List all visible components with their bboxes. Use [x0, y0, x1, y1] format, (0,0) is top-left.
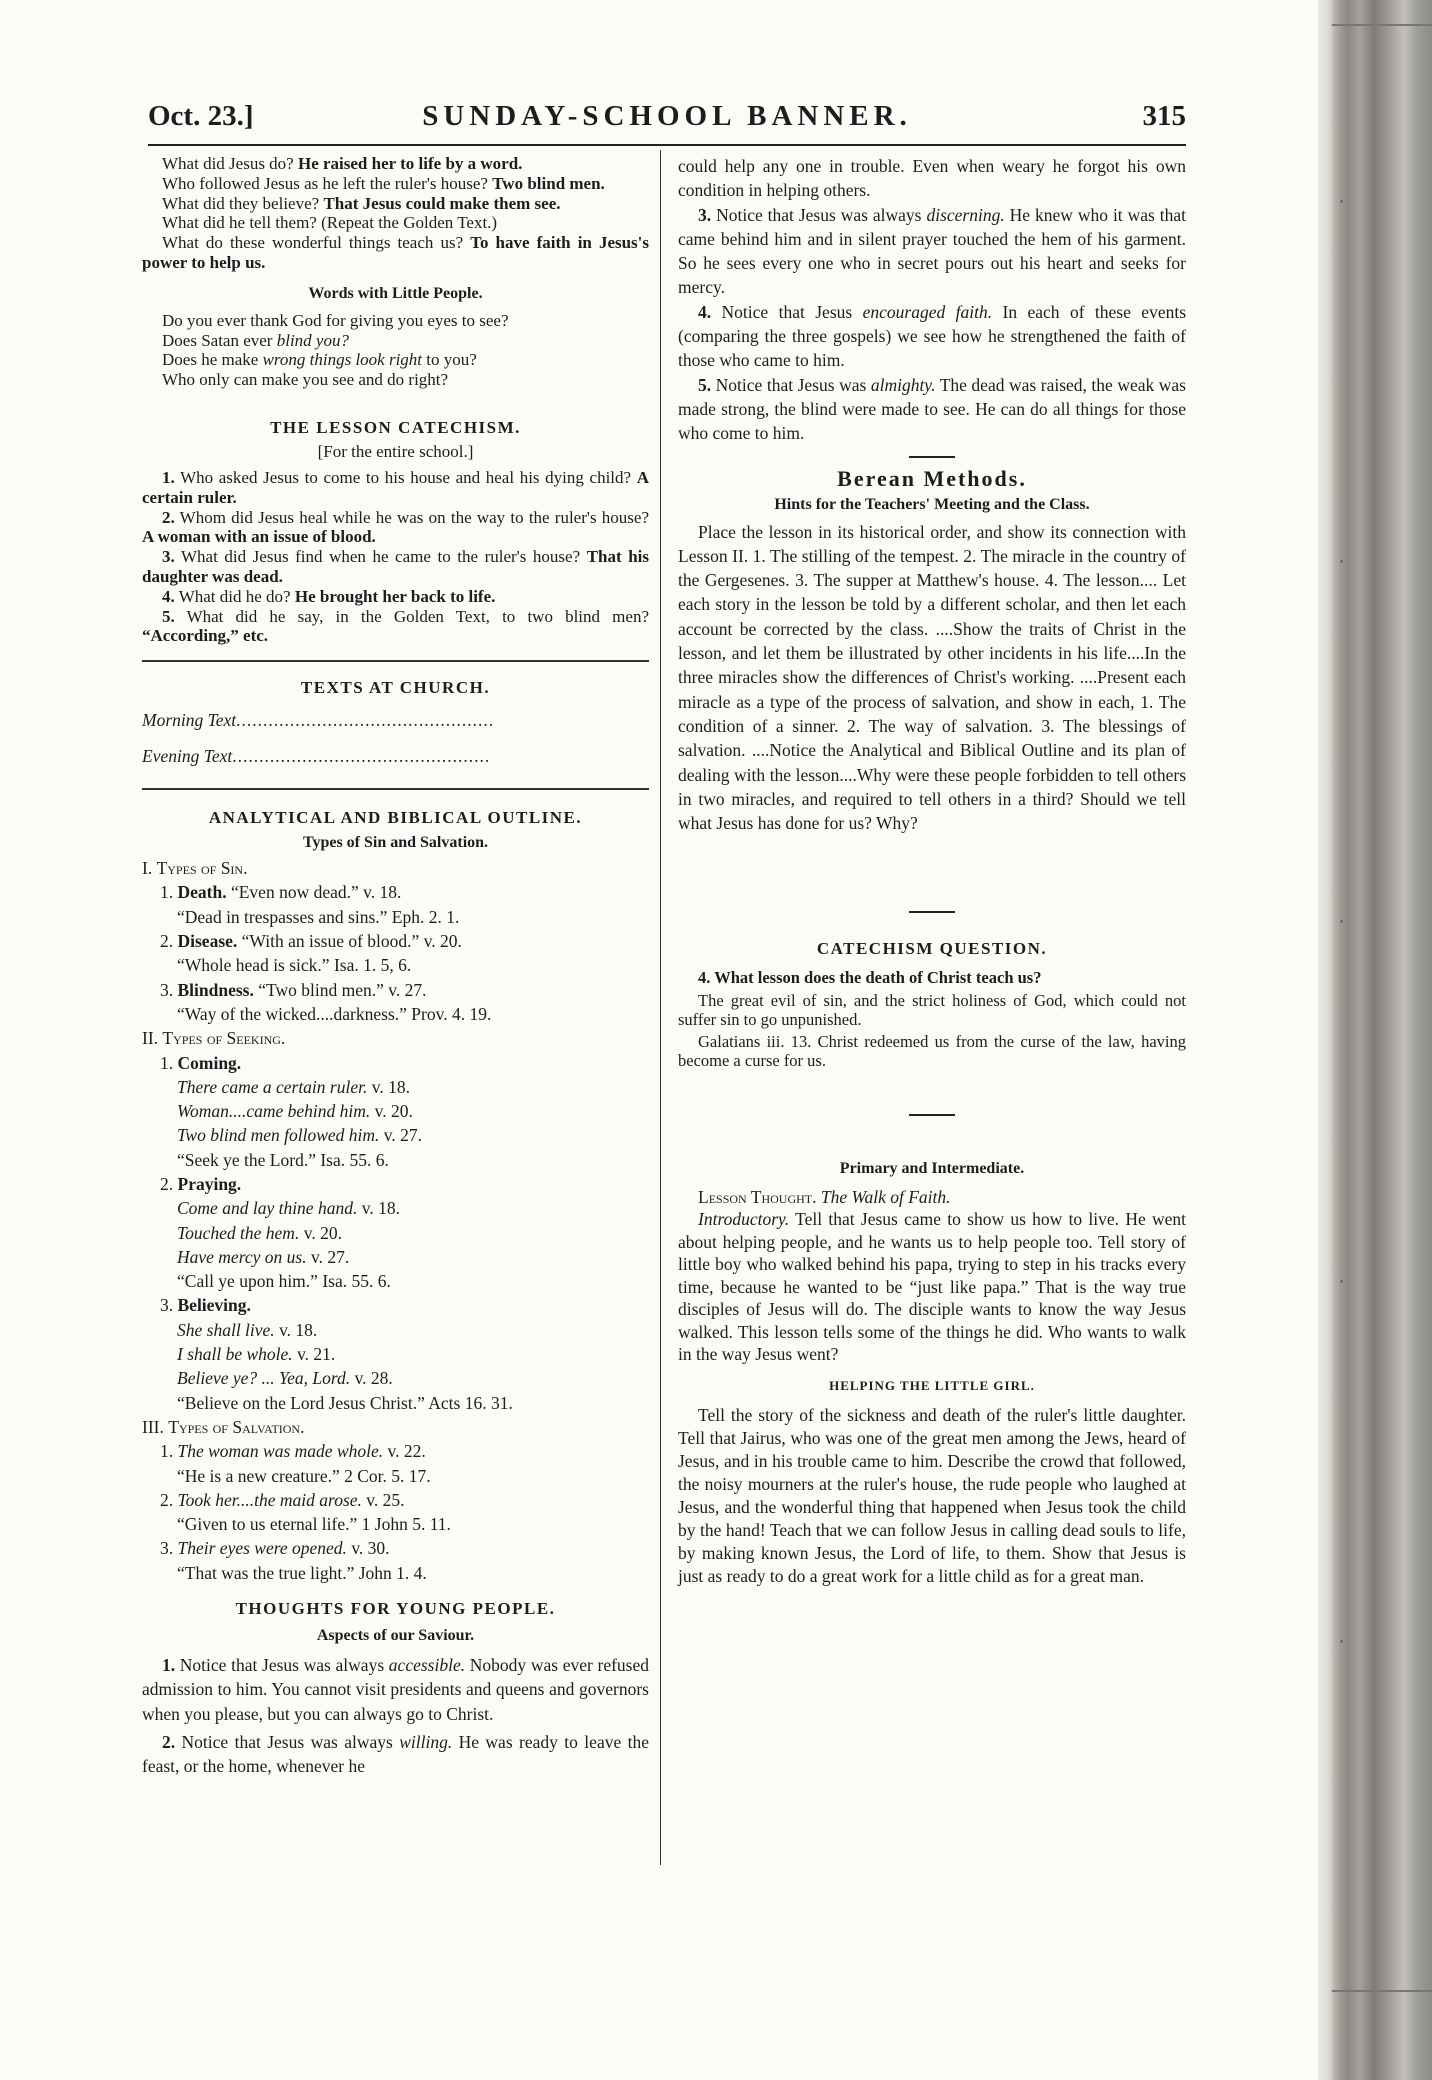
qa-item: What did they believe? That Jesus could make them see. — [162, 193, 561, 213]
outline-line: 1. The woman was made whole. v. 22. — [160, 1441, 426, 1462]
morning-text-line: Morning Text................................................ — [142, 710, 495, 731]
berean-subheading: Hints for the Teachers' Meeting and the Class. — [774, 495, 1090, 513]
words-heading: Words with Little People. — [308, 284, 483, 302]
outline-line: “Way of the wicked....darkness.” Prov. 4. 19. — [177, 1003, 492, 1024]
outline-line: Touched the hem. v. 20. — [177, 1222, 342, 1243]
section-rule — [142, 660, 649, 662]
outline-line: 2. Praying. — [160, 1174, 242, 1194]
outline-line: “Believe on the Lord Jesus Christ.” Acts 16. 31. — [177, 1392, 513, 1413]
outline-line: 3. Believing. — [160, 1295, 251, 1316]
outline-line: “That was the true light.” John 1. 4. — [177, 1562, 427, 1583]
outline-line: II. Types of Seeking. — [142, 1028, 286, 1049]
thought-item: 2. Notice that Jesus was always willing. He was ready to leave the feast, or the home, whenever he — [142, 1731, 650, 1777]
section-rule — [142, 788, 649, 790]
outline-line: Woman....came behind him. v. 20. — [177, 1101, 413, 1122]
thought-item: 4. Notice that Jesus encouraged faith. In each of these events (comparing the three gospels) we see how he strengthened the faith of those who came to him. — [678, 301, 1187, 371]
spine-edge — [1332, 24, 1432, 26]
outline-line: “Given to us eternal life.” 1 John 5. 11. — [177, 1514, 451, 1535]
berean-heading: Berean Methods. — [837, 465, 1027, 491]
words-line: Do you ever thank God for giving you eyes to see? — [162, 310, 509, 330]
spine-mark — [1340, 1280, 1343, 1283]
outline-line: “Seek ye the Lord.” Isa. 55. 6. — [177, 1149, 389, 1170]
thought-item: 5. Notice that Jesus was almighty. The dead was raised, the weak was made strong, the blind were made to see. He can do all things for those who come to him. — [678, 374, 1186, 444]
book-spine — [1318, 0, 1432, 2080]
outline-line: III. Types of Salvation. — [142, 1416, 305, 1437]
outline-line: 1. Death. “Even now dead.” v. 18. — [160, 882, 402, 903]
running-header — [148, 96, 1186, 138]
berean-text: Place the lesson in its historical order, and show its connection with Lesson II. 1. The stilling of the tempest. 2. The miracle in the country of the Gergesenes. 3. The supper at Matthew's house. 4. The lesson.... Let each story in the lesson be told by a different scholar, and then let each account be corrected by the class. ....Show the traits of Christ in the lesson, and let them be illustrated by other incidents in his life....In the three miracles show the differences of Christ's working. ....Present each miracle as a type of the process of salvation, and show in each, 1. The condition of a sinner. 2. The way of salvation. 3. The blessings of salvation. ....Notice the Analytical and Biblical Outline and its plan of dealing with the lesson....Why were these people forbidden to tell others in two miracles, and required to tell others in a third? Should we tell what Jesus has done for us? Why? — [678, 521, 1186, 834]
helping-text: Tell the story of the sickness and death of the ruler's little daughter. Tell that Jairus, who was one of the great men among the Jews, heard of Jesus, and in his trouble came to him. Describe the crowd that followed, the noisy mourners at the ruler's house, the rude people who laughed at Jesus, and the wonderful thing that happened when Jesus took the child by the hand! Teach that we can follow Jesus in calling dead souls to life, by making known Jesus, the Lord of life, to them. Show that Jesus is just as ready to do a great work for a little child as for a great man. — [678, 1404, 1186, 1586]
catechism-question: 4. What lesson does the death of Christ teach us? — [698, 968, 1042, 988]
thoughts-subheading: Aspects of our Saviour. — [316, 1627, 475, 1645]
right-column — [678, 154, 1186, 1588]
outline-heading: ANALYTICAL AND BIBLICAL OUTLINE. — [208, 808, 583, 828]
qa-list — [142, 154, 649, 273]
words-line: Who only can make you see and do right? — [162, 370, 449, 390]
outline-line: 1. Coming. — [160, 1052, 242, 1073]
catechism-item: 4. What did he do? He brought her back to life. — [162, 586, 496, 606]
thought-item: 1. Notice that Jesus was always accessible. Nobody was ever refused admission to him. You cannot visit presidents and queens and governors when you please, but you can always go to Christ. — [142, 1655, 649, 1724]
section-rule — [909, 911, 955, 913]
outline-line: Believe ye? ... Yea, Lord. v. 28. — [177, 1368, 393, 1389]
helping-heading: HELPING THE LITTLE GIRL. — [829, 1377, 1035, 1393]
section-rule — [909, 456, 955, 458]
outline-line: Have mercy on us. v. 27. — [177, 1246, 350, 1267]
outline-list — [142, 856, 649, 1585]
header-date: Oct. 23.] — [148, 100, 254, 132]
primary-heading: Primary and Intermediate. — [839, 1160, 1025, 1178]
lesson-thought: Lesson Thought. The Walk of Faith. — [698, 1187, 951, 1208]
outline-subheading: Types of Sin and Salvation. — [302, 834, 489, 852]
outline-line: “Call ye upon him.” Isa. 55. 6. — [177, 1271, 391, 1292]
catechism-heading: THE LESSON CATECHISM. — [270, 417, 521, 437]
outline-line: Come and lay thine hand. v. 18. — [177, 1198, 400, 1219]
words-line: Does Satan ever blind you? — [162, 330, 349, 350]
catechism-answer: The great evil of sin, and the strict holiness of God, which could not suffer sin to go unpunished. — [678, 991, 1186, 1029]
section-rule — [909, 1114, 955, 1116]
header-page-number: 315 — [1142, 100, 1186, 132]
words-line: Does he make wrong things look right to you? — [162, 350, 477, 370]
spine-mark — [1340, 920, 1343, 923]
outline-line: “He is a new creature.” 2 Cor. 5. 17. — [177, 1465, 431, 1486]
outline-line: 2. Took her....the maid arose. v. 25. — [160, 1489, 405, 1510]
thoughts-heading: THOUGHTS FOR YOUNG PEOPLE. — [235, 1599, 556, 1619]
catechism-scripture: Galatians iii. 13. Christ redeemed us from the curse of the law, having become a curse for us. — [678, 1032, 1186, 1070]
qa-item: What do these wonderful things teach us? To have faith in Jesus's power to help us. — [142, 233, 650, 272]
introductory-text: Introductory. Tell that Jesus came to show us how to live. He went about helping people, and he wants us to help people too. Tell story of little boy who walked behind his papa, trying to step in his tracks every time, because he wanted to be “just like papa.” That is the way true disciples of Jesus will do. The disciple wants to know the way Jesus walked. This lesson tells some of the things he did. Who wants to walk in the way Jesus went? — [678, 1209, 1186, 1365]
outline-line: “Whole head is sick.” Isa. 1. 5, 6. — [177, 955, 412, 976]
qa-item: What did he tell them? (Repeat the Golden Text.) — [162, 213, 498, 233]
evening-text-line: Evening Text................................................ — [142, 746, 491, 767]
catechism-item: 5. What did he say, in the Golden Text, to two blind men? “According,” etc. — [142, 606, 649, 646]
header-title: SUNDAY-SCHOOL BANNER. — [422, 100, 912, 132]
spine-mark — [1340, 200, 1343, 203]
texts-heading: TEXTS AT CHURCH. — [300, 678, 491, 698]
outline-line: 3. Their eyes were opened. v. 30. — [160, 1538, 390, 1559]
qa-item: Who followed Jesus as he left the ruler's house? Two blind men. — [162, 173, 605, 193]
spine-mark — [1340, 1640, 1343, 1643]
words-list — [142, 311, 649, 390]
spine-mark — [1340, 560, 1343, 563]
outline-line: I shall be whole. v. 21. — [177, 1344, 336, 1365]
thought-continued: could help any one in trouble. Even when weary he forgot his own condition in helping others. — [678, 156, 1186, 201]
outline-line: There came a certain ruler. v. 18. — [177, 1076, 410, 1097]
outline-line: 2. Disease. “With an issue of blood.” v. 20. — [160, 931, 462, 952]
catechism-item: 2. Whom did Jesus heal while he was on the way to the ruler's house? A woman with an issue of blood. — [142, 507, 649, 547]
catechism-item: 1. Who asked Jesus to come to his house and heal his dying child? A certain ruler. — [142, 467, 649, 507]
outline-line: 3. Blindness. “Two blind men.” v. 27. — [160, 979, 427, 1000]
left-column — [142, 154, 649, 1779]
spine-edge — [1332, 1990, 1432, 1992]
thought-item: 3. Notice that Jesus was always discerning. He knew who it was that came behind him and in silent prayer touched the hem of his garment. So he sees every one who in secret pours out his heart and seeks for mercy. — [678, 204, 1187, 298]
qa-item: What did Jesus do? He raised her to life by a word. — [162, 154, 523, 173]
outline-line: Two blind men followed him. v. 27. — [177, 1125, 423, 1146]
catechism-question-heading: CATECHISM QUESTION. — [816, 939, 1048, 959]
outline-line: She shall live. v. 18. — [177, 1319, 318, 1340]
catechism-item: 3. What did Jesus find when he came to the ruler's house? That his daughter was dead. — [142, 547, 650, 586]
catechism-note: [For the entire school.] — [317, 441, 474, 461]
column-divider — [660, 150, 661, 1865]
catechism-list — [142, 468, 649, 646]
header-rule — [148, 144, 1186, 146]
outline-line: I. Types of Sin. — [142, 858, 248, 879]
outline-line: “Dead in trespasses and sins.” Eph. 2. 1. — [177, 906, 460, 927]
